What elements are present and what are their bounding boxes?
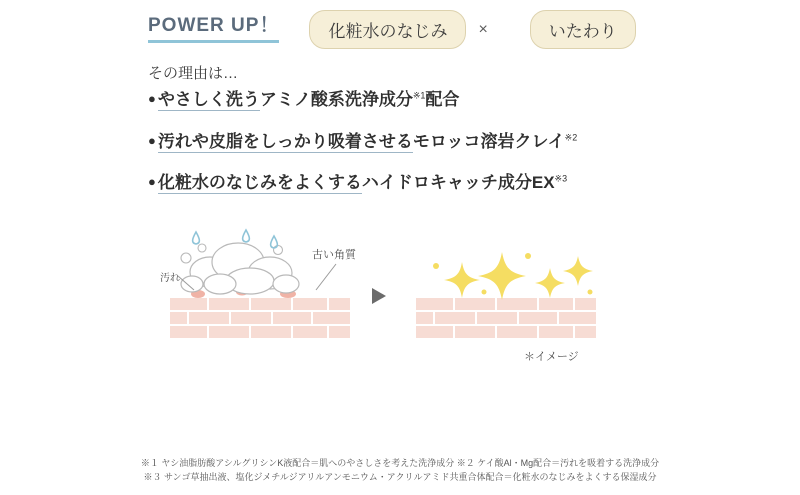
footnotes: [0, 457, 800, 485]
tag-lotion-absorption: 化粧水のなじみ: [309, 10, 466, 49]
bullet-dot-icon: ●: [148, 91, 156, 106]
label-old-keratin: 古い角質: [312, 249, 356, 261]
label-image-note: ＊イメージ: [524, 351, 579, 363]
bullet-tail-text: 配合: [425, 90, 460, 109]
reason-lead-text: その理由は…: [148, 65, 239, 82]
bullet-rest-text: ハイドロキャッチ成分EX: [361, 173, 555, 193]
bullet-rest-text: モロッコ溶岩クレイ: [412, 131, 565, 151]
list-item: [148, 171, 708, 196]
list-item: [148, 130, 708, 155]
arrow-icon: [372, 288, 386, 304]
before-after-illustration: [150, 228, 650, 368]
bullet-rest-text: アミノ酸系洗浄成分: [259, 90, 413, 109]
sparkle-icon: [433, 252, 593, 300]
bullet-underlined-text: やさしく洗う: [157, 90, 260, 109]
bullet-footnote-mark: ※3: [554, 173, 568, 184]
label-dirt: 汚れ: [160, 273, 180, 284]
times-symbol: ×: [478, 20, 488, 38]
footnote-line-2: ※３ サンゴ草抽出液、塩化ジメチルジアリルアンモニウム・アクリルアミド共重合体配合＝化粧水のなじみをよくする保湿成分: [143, 472, 657, 483]
bullet-footnote-mark: ※2: [564, 131, 578, 142]
bullet-underlined-text: 化粧水のなじみをよくする: [157, 173, 362, 193]
bullet-dot-icon: ●: [148, 174, 156, 190]
skin-layers-right: [416, 298, 596, 338]
tag-care: いたわり: [530, 10, 636, 49]
power-up-heading: POWER UP！: [148, 16, 279, 43]
keratin-pointer-line: [316, 264, 336, 290]
bullet-underlined-text: 汚れや皮脂をしっかり吸着させる: [157, 131, 413, 151]
list-item: [148, 88, 708, 113]
header-row: [148, 10, 636, 49]
illustration-svg: [150, 228, 650, 368]
bullet-dot-icon: ●: [148, 132, 156, 148]
bullet-footnote-mark: ※1: [412, 90, 426, 101]
reason-bullet-list: [148, 88, 708, 213]
footnote-line-1: ※１ ヤシ油脂肪酸アシルグリシンK液配合＝肌へのやさしさを考えた洗浄成分 ※２ ケイ酸Al・Mg配合＝汚れを吸着する洗浄成分: [140, 458, 660, 469]
skin-layers-left: [170, 298, 350, 338]
